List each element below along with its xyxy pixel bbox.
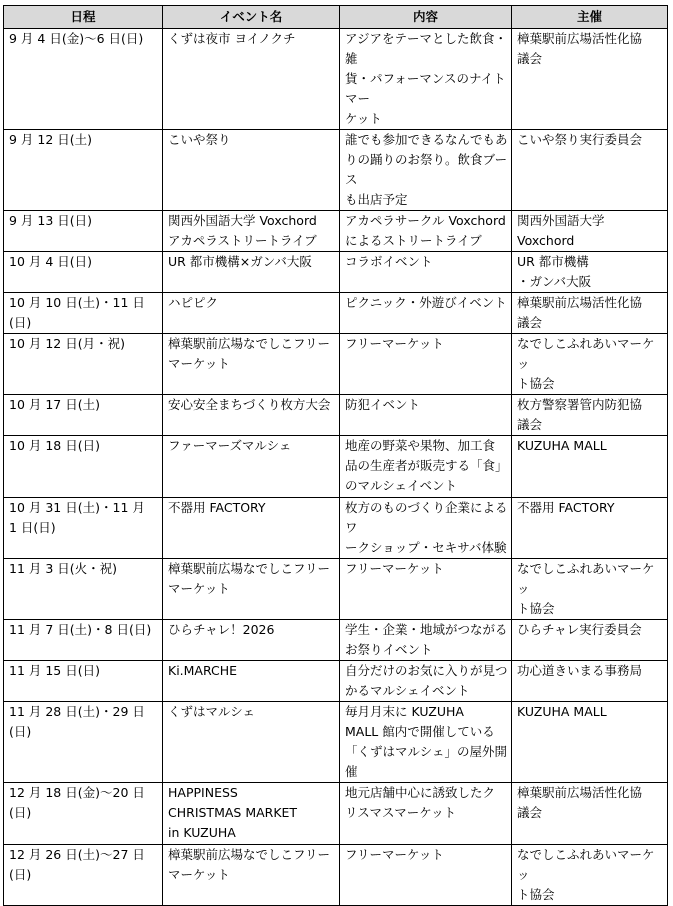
header-date: 日程 <box>4 6 163 29</box>
date-cell: 10 月 4 日(日) <box>4 252 163 293</box>
date-cell: 11 月 7 日(土)・8 日(日) <box>4 620 163 661</box>
date-cell: 10 月 18 日(日) <box>4 436 163 498</box>
date-cell: 11 月 3 日(火・祝) <box>4 559 163 620</box>
organizer-cell: 不器用 FACTORY <box>512 498 668 559</box>
date-cell: 10 月 31 日(土)・11 月 1 日(日) <box>4 498 163 559</box>
organizer-cell: 樟葉駅前広場活性化協 議会 <box>512 293 668 334</box>
table-body <box>4 29 668 906</box>
event-name-cell: Ki.MARCHE <box>163 661 340 702</box>
organizer-cell: なでしこふれあいマーケッ ト協会 <box>512 334 668 395</box>
content-cell: フリーマーケット <box>340 845 512 906</box>
content-cell: ピクニック・外遊びイベント <box>340 293 512 334</box>
header-event-name: イベント名 <box>163 6 340 29</box>
event-name-cell: 樟葉駅前広場なでしこフリー マーケット <box>163 559 340 620</box>
table-row <box>4 130 668 211</box>
header-content: 内容 <box>340 6 512 29</box>
date-cell: 9 月 4 日(金)～6 日(日) <box>4 29 163 130</box>
organizer-cell: KUZUHA MALL <box>512 436 668 498</box>
date-cell: 10 月 10 日(土)・11 日 (日) <box>4 293 163 334</box>
date-cell: 12 月 26 日(土)～27 日 (日) <box>4 845 163 906</box>
event-name-cell: 関西外国語大学 Voxchord アカペラストリートライブ <box>163 211 340 252</box>
organizer-cell: 樟葉駅前広場活性化協 議会 <box>512 29 668 130</box>
content-cell: 自分だけのお気に入りが見つ かるマルシェイベント <box>340 661 512 702</box>
table-row <box>4 783 668 845</box>
content-cell: 地元店舗中心に誘致したク リスマスマーケット <box>340 783 512 845</box>
content-cell: 学生・企業・地域がつながる お祭りイベント <box>340 620 512 661</box>
organizer-cell: なでしこふれあいマーケッ ト協会 <box>512 845 668 906</box>
content-cell: 誰でも参加できるなんでもあ りの踊りのお祭り。飲食ブース も出店予定 <box>340 130 512 211</box>
date-cell: 10 月 17 日(土) <box>4 395 163 436</box>
content-cell: アジアをテーマとした飲食・雑 貨・パフォーマンスのナイトマー ケット <box>340 29 512 130</box>
date-cell: 9 月 12 日(土) <box>4 130 163 211</box>
organizer-cell: ひらチャレ実行委員会 <box>512 620 668 661</box>
organizer-cell: こいや祭り実行委員会 <box>512 130 668 211</box>
content-cell: フリーマーケット <box>340 559 512 620</box>
table-row <box>4 293 668 334</box>
table-row <box>4 436 668 498</box>
content-cell: 地産の野菜や果物、加工食 品の生産者が販売する「食」 のマルシェイベント <box>340 436 512 498</box>
organizer-cell: KUZUHA MALL <box>512 702 668 783</box>
table-row <box>4 702 668 783</box>
event-name-cell: ハピピク <box>163 293 340 334</box>
organizer-cell: 樟葉駅前広場活性化協 議会 <box>512 783 668 845</box>
header-organizer: 主催 <box>512 6 668 29</box>
event-name-cell: HAPPINESS CHRISTMAS MARKET in KUZUHA <box>163 783 340 845</box>
table-row <box>4 252 668 293</box>
event-schedule-table <box>3 5 668 906</box>
organizer-cell: 功心道きいまる事務局 <box>512 661 668 702</box>
table-row <box>4 559 668 620</box>
date-cell: 9 月 13 日(日) <box>4 211 163 252</box>
content-cell: コラボイベント <box>340 252 512 293</box>
table-row <box>4 334 668 395</box>
event-name-cell: こいや祭り <box>163 130 340 211</box>
table-row <box>4 29 668 130</box>
date-cell: 11 月 28 日(土)・29 日 (日) <box>4 702 163 783</box>
header-row <box>4 6 668 29</box>
event-name-cell: 安心安全まちづくり枚方大会 <box>163 395 340 436</box>
organizer-cell: UR 都市機構 ・ガンバ大阪 <box>512 252 668 293</box>
content-cell: フリーマーケット <box>340 334 512 395</box>
date-cell: 11 月 15 日(日) <box>4 661 163 702</box>
event-name-cell: 樟葉駅前広場なでしこフリー マーケット <box>163 845 340 906</box>
table-row <box>4 211 668 252</box>
content-cell: 毎月月末に KUZUHA MALL 館内で開催している 「くずはマルシェ」の屋外開催 <box>340 702 512 783</box>
event-schedule-document <box>3 5 668 906</box>
content-cell: 防犯イベント <box>340 395 512 436</box>
organizer-cell: 枚方警察署管内防犯協 議会 <box>512 395 668 436</box>
event-name-cell: ファーマーズマルシェ <box>163 436 340 498</box>
event-name-cell: くずは夜市 ヨイノクチ <box>163 29 340 130</box>
event-name-cell: ひらチャレ！2026 <box>163 620 340 661</box>
table-row <box>4 661 668 702</box>
date-cell: 10 月 12 日(月・祝) <box>4 334 163 395</box>
event-name-cell: 不器用 FACTORY <box>163 498 340 559</box>
event-name-cell: くずはマルシェ <box>163 702 340 783</box>
date-cell: 12 月 18 日(金)～20 日 (日) <box>4 783 163 845</box>
table-row <box>4 498 668 559</box>
event-name-cell: 樟葉駅前広場なでしこフリー マーケット <box>163 334 340 395</box>
table-row <box>4 845 668 906</box>
organizer-cell: なでしこふれあいマーケッ ト協会 <box>512 559 668 620</box>
organizer-cell: 関西外国語大学 Voxchord <box>512 211 668 252</box>
content-cell: アカペラサークル Voxchord によるストリートライブ <box>340 211 512 252</box>
event-name-cell: UR 都市機構×ガンバ大阪 <box>163 252 340 293</box>
table-row <box>4 395 668 436</box>
content-cell: 枚方のものづくり企業によるワ ークショップ・セキサバ体験 <box>340 498 512 559</box>
table-row <box>4 620 668 661</box>
